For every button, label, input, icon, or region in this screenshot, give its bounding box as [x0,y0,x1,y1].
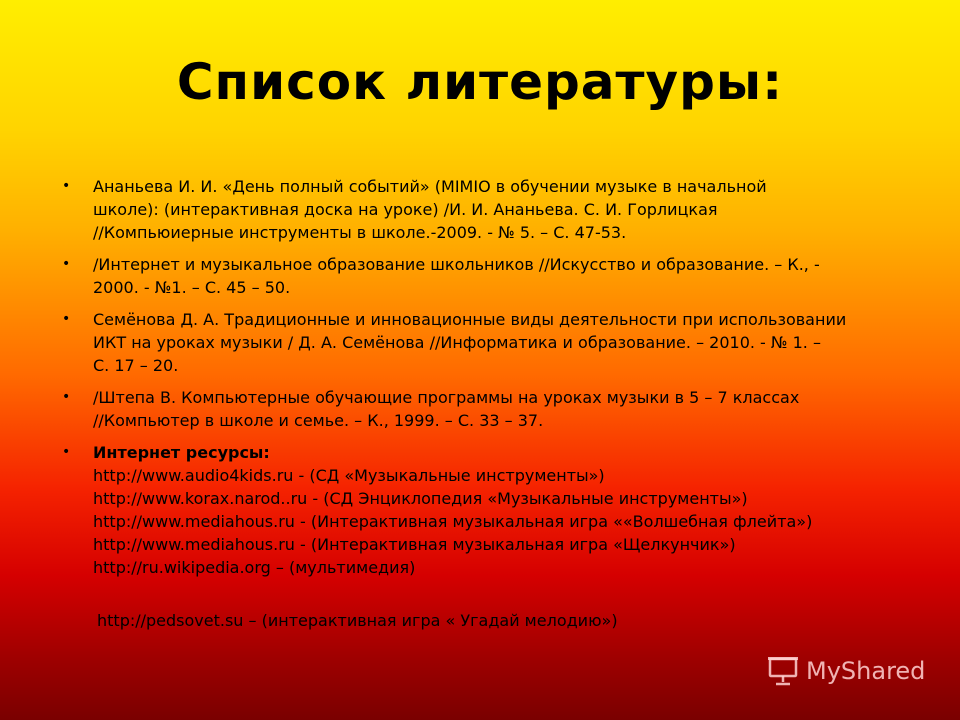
resource-link-line: http://www.audio4kids.ru - (СД «Музыкальные инструменты») [93,466,605,485]
resource-link-line: http://www.mediahous.ru - (Интерактивная музыкальная игра «Щелкунчик») [93,535,736,554]
reference-text-line: Семёнова Д. А. Традиционные и инновационные виды деятельности при использовании [93,310,847,329]
internet-resources-heading: Интернет ресурсы: [93,443,270,462]
bullet-icon: • [62,256,71,272]
references-block [62,175,912,588]
reference-item-4 [62,386,912,432]
reference-item-2 [62,253,912,299]
reference-text-line: ИКТ на уроках музыки / Д. А. Семёнова //Информатика и образование. – 2010. - № 1. – [93,333,821,352]
bullet-icon: • [62,178,71,194]
slide-title: Список литературы: [176,53,784,111]
reference-item-1 [62,175,912,244]
reference-item-3 [62,308,912,377]
reference-text-line: 2000. - №1. – С. 45 – 50. [93,278,291,297]
internet-resources-item [62,441,912,579]
bullet-icon: • [62,311,71,327]
reference-text-line: //Компьютер в школе и семье. – К., 1999. – С. 33 – 37. [93,411,544,430]
resource-link-line: http://www.mediahous.ru - (Интерактивная музыкальная игра ««Волшебная флейта») [93,512,813,531]
reference-text-line: /Штепа В. Компьютерные обучающие программы на уроках музыки в 5 – 7 классах [93,388,800,407]
resource-link-line: http://www.korax.narod..ru - (СД Энциклопедия «Музыкальные инструменты») [93,489,748,508]
reference-text-line: //Компьюиерные инструменты в школе.-2009. - № 5. – С. 47-53. [93,223,627,242]
resource-link-line: http://ru.wikipedia.org – (мультимедия) [93,558,416,577]
resource-link-line-extra: http://pedsovet.su – (интерактивная игра « Угадай мелодию») [97,611,618,630]
references-list [62,175,912,579]
bullet-icon: • [62,444,71,460]
presentation-screen-icon [766,656,800,686]
myshared-logo [766,656,925,686]
reference-text-line: Ананьева И. И. «День полный событий» (MIMIO в обучении музыке в начальной [93,177,767,196]
reference-text-line: С. 17 – 20. [93,356,179,375]
reference-text-line: /Интернет и музыкальное образование школьников //Искусство и образование. – К., - [93,255,820,274]
logo-text: MyShared [806,657,926,685]
bullet-icon: • [62,389,71,405]
reference-text-line: школе): (интерактивная доска на уроке) /И. И. Ананьева. С. И. Горлицкая [93,200,718,219]
